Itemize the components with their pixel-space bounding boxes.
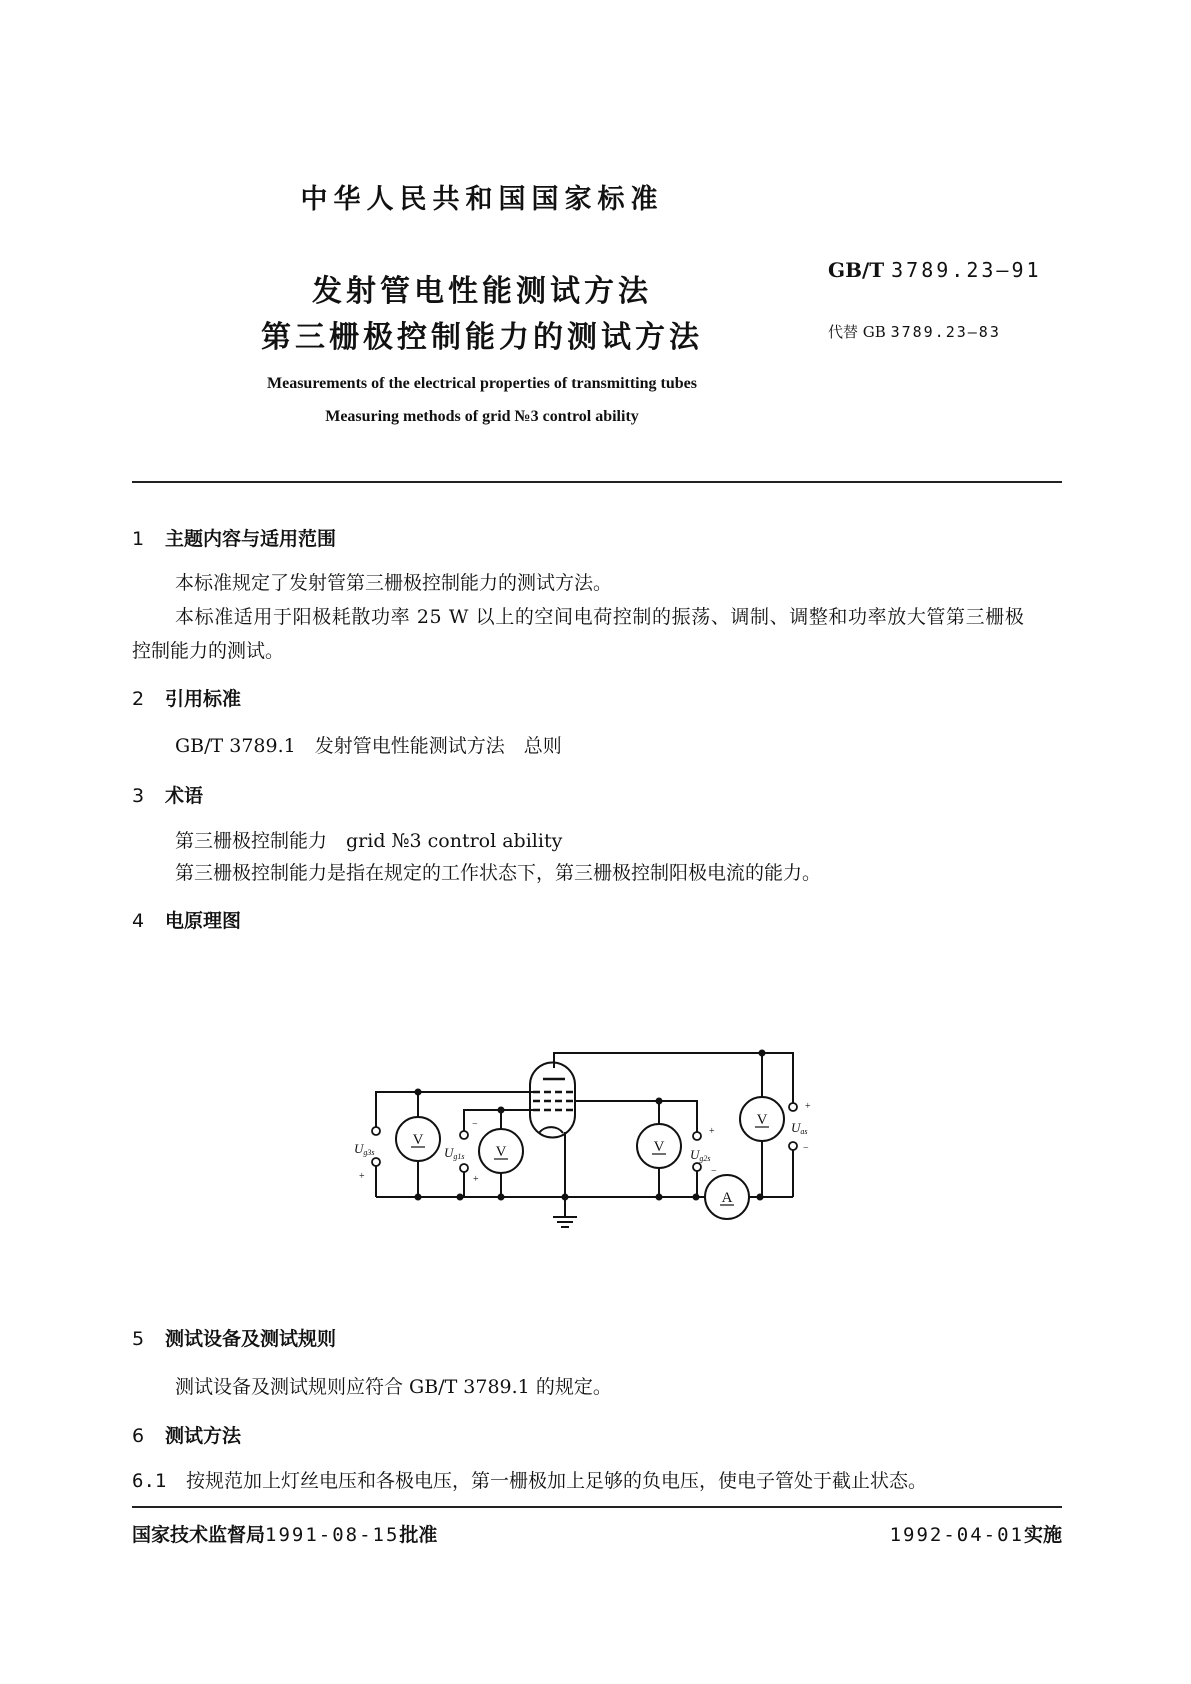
minus-sign: −: [472, 1119, 478, 1130]
section-title: 主题内容与适用范围: [165, 528, 337, 550]
grid2-wire: [575, 1101, 697, 1132]
clause-6-1: [132, 1466, 927, 1493]
section-number: 3: [132, 785, 145, 807]
voltmeter-label: V: [653, 1139, 665, 1155]
tube-cathode: [539, 1127, 563, 1133]
header-divider: [132, 481, 1062, 483]
label-ug3s: Ug3s: [354, 1141, 375, 1157]
effective-label: 实施: [1023, 1524, 1062, 1546]
voltmeter-label: V: [412, 1132, 424, 1148]
term-definition: 第三栅极控制能力是指在规定的工作状态下，第三栅极控制阳极电流的能力。: [175, 862, 822, 884]
section-title: 测试设备及测试规则: [165, 1328, 337, 1350]
replaces-number: 3789.23—83: [890, 323, 1001, 341]
code-number: 3789.23—91: [891, 258, 1042, 282]
section-number: 4: [132, 910, 145, 932]
section-heading: [132, 524, 336, 551]
label-ug1s: Ug1s: [444, 1145, 465, 1161]
replaces-label: 代替 GB: [828, 323, 886, 341]
effective-info: [890, 1520, 1062, 1547]
junction-dots: [412, 1050, 766, 1201]
standard-code: [828, 258, 1042, 282]
term: 第三栅极控制能力 grid №3 control ability: [175, 830, 563, 852]
terminals: [372, 1103, 797, 1172]
approved-label: 批准: [399, 1524, 438, 1546]
effective-date: 1992-04-01: [889, 1524, 1024, 1546]
footer-divider: [132, 1506, 1062, 1508]
national-standard-heading: 中华人民共和国国家标准: [300, 184, 664, 215]
paragraph: 控制能力的测试。: [132, 640, 285, 662]
paragraph: 本标准适用于阳极耗散功率 25 W 以上的空间电荷控制的振荡、调制、调整和功率放大管第三栅极: [175, 606, 1025, 628]
section-heading: [132, 684, 241, 711]
plus-sign: +: [805, 1101, 811, 1112]
minus-sign: −: [711, 1166, 717, 1177]
code-prefix: GB/T: [828, 258, 885, 282]
plus-sign: +: [359, 1171, 365, 1182]
tube-grids: [533, 1092, 573, 1110]
section-heading: [132, 781, 203, 808]
section-title: 术语: [165, 785, 204, 807]
document-subtitle: 第三栅极控制能力的测试方法: [261, 320, 703, 355]
section-number: 1: [132, 528, 145, 550]
voltmeter-label: V: [495, 1144, 507, 1160]
anode-wire: [554, 1053, 793, 1103]
english-title: Measurements of the electrical properties of transmitting tubes: [267, 375, 697, 392]
section-title: 电原理图: [165, 910, 242, 932]
label-uas: Uas: [791, 1120, 808, 1136]
clause-number: 6.1: [132, 1470, 167, 1492]
replaces-standard: [828, 321, 1001, 342]
section-number: 5: [132, 1328, 145, 1350]
section-heading: [132, 1324, 336, 1351]
approved-by: 国家技术监督局: [132, 1524, 266, 1546]
minus-sign: −: [803, 1143, 809, 1154]
section-number: 6: [132, 1425, 145, 1447]
english-subtitle: Measuring methods of grid №3 control ability: [325, 408, 639, 425]
section-number: 2: [132, 688, 145, 710]
section-heading: [132, 1421, 241, 1448]
clause-text: 按规范加上灯丝电压和各极电压，第一栅极加上足够的负电压，使电子管处于截止状态。: [186, 1470, 928, 1492]
section-heading: [132, 906, 241, 933]
approval-info: [132, 1520, 437, 1547]
voltmeter-label: V: [756, 1112, 768, 1128]
plus-sign: +: [709, 1126, 715, 1137]
plus-sign: +: [473, 1174, 479, 1185]
approved-date: 1991-08-15: [265, 1524, 400, 1546]
paragraph: 本标准规定了发射管第三栅极控制能力的测试方法。: [175, 572, 613, 594]
circuit-diagram: [350, 1040, 850, 1250]
reference-item: GB/T 3789.1 发射管电性能测试方法 总则: [175, 735, 562, 757]
document-title: 发射管电性能测试方法: [312, 274, 652, 309]
label-ug2s: Ug2s: [690, 1147, 711, 1163]
section-title: 引用标准: [165, 688, 242, 710]
section-title: 测试方法: [165, 1425, 242, 1447]
ammeter-label: A: [721, 1190, 733, 1206]
paragraph: 测试设备及测试规则应符合 GB/T 3789.1 的规定。: [175, 1376, 612, 1398]
